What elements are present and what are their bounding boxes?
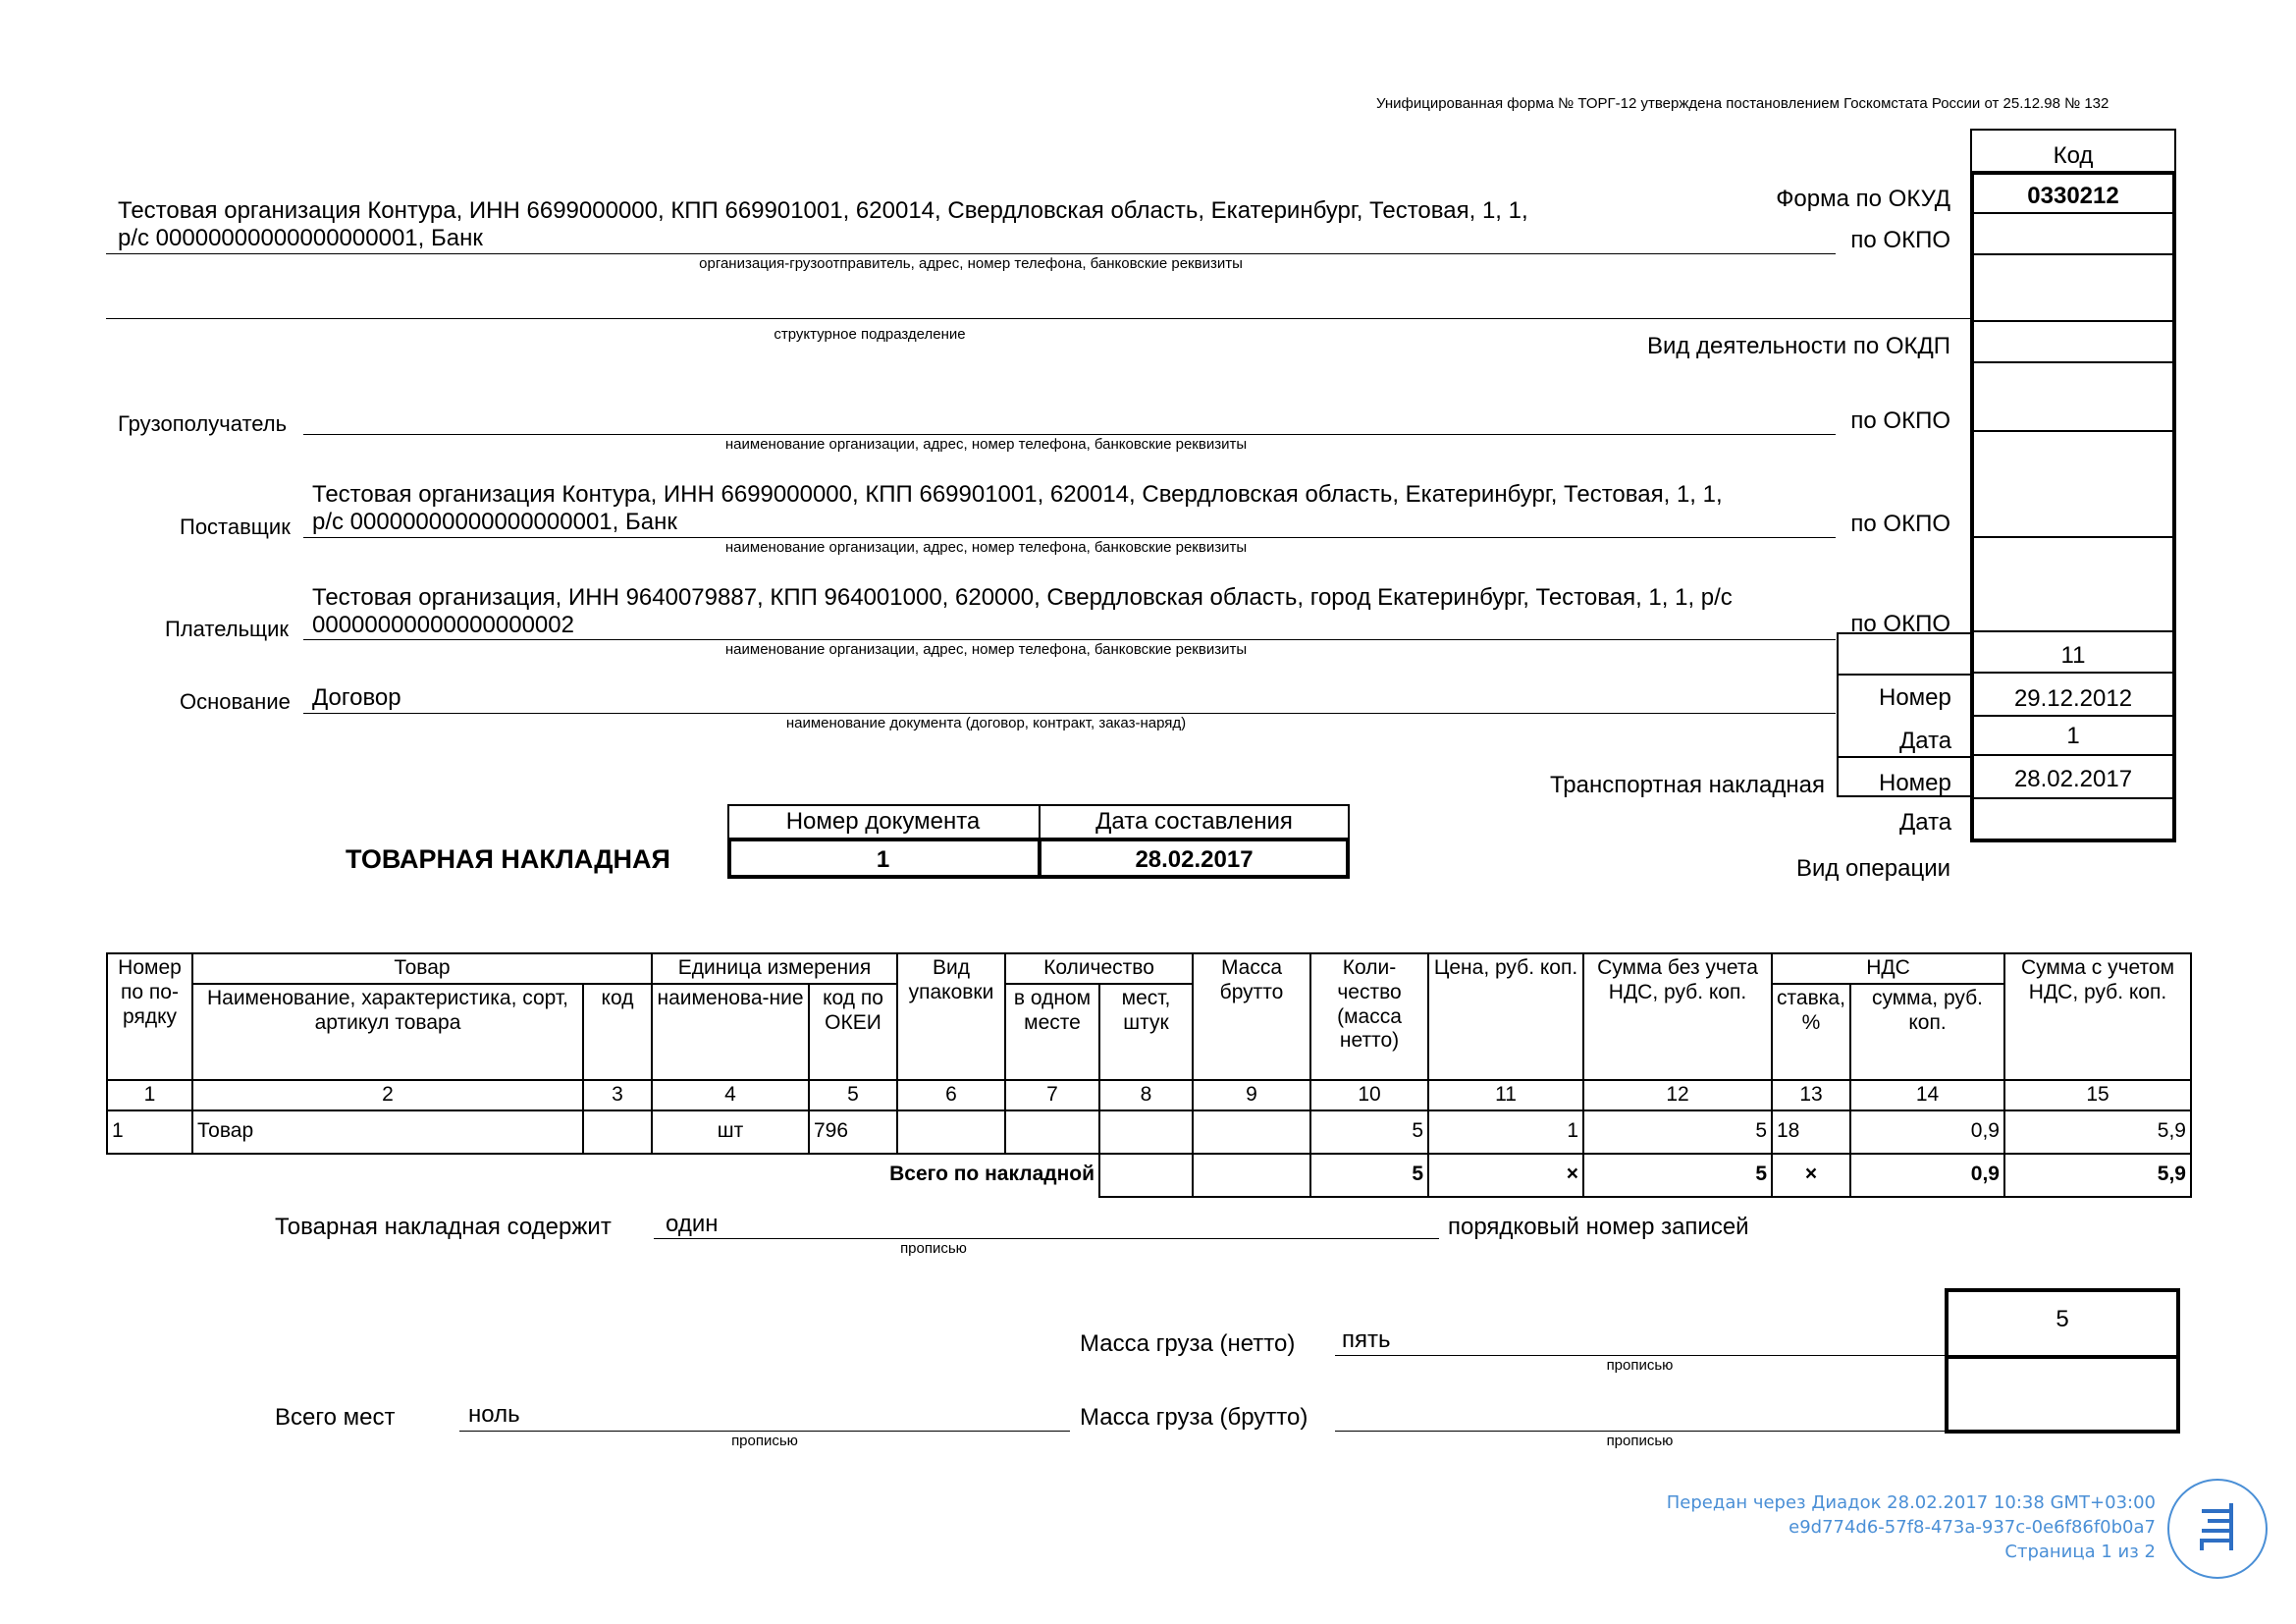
okpo-shipper-code	[1970, 214, 2176, 255]
total-vat-rate: ×	[1772, 1154, 1850, 1197]
col-number: 5	[809, 1080, 897, 1110]
row-goods-name: Товар	[192, 1110, 583, 1154]
okpo-consignee-code	[1970, 363, 2176, 432]
net-mass-caption: прописью	[1606, 1357, 1674, 1374]
code-head-cell	[1970, 129, 2176, 171]
col-number: 9	[1193, 1080, 1310, 1110]
row-price: 1	[1428, 1110, 1583, 1154]
col-number: 1	[107, 1080, 192, 1110]
supplier-line1: Тестовая организация Контура, ИНН 6699000000, КПП 669901001, 620014, Свердловская область, Екатеринбург, Тестовая, 1, 1,	[312, 481, 1723, 508]
division-code	[1970, 255, 2176, 322]
okpo-payer-code	[1970, 538, 2176, 632]
payer-line1: Тестовая организация, ИНН 9640079887, КПП 964001000, 620000, Свердловская область, город Екатеринбург, Тестовая, 1, 1, р/с	[312, 584, 1733, 611]
stamp-line3: Страница 1 из 2	[2004, 1542, 2156, 1563]
th-number: Номер по по-рядку	[107, 953, 192, 1080]
okud-label: Форма по ОКУД	[1776, 186, 1950, 212]
row-vat-rate: 18	[1772, 1110, 1850, 1154]
okud-code: 0330212	[1970, 171, 2176, 214]
total-gross	[1193, 1154, 1310, 1197]
col-number: 2	[192, 1080, 583, 1110]
doc-number-head: Номер документа	[785, 808, 981, 835]
operation-code	[1970, 799, 2176, 842]
th-goods-name: Наименование, характеристика, сорт, артикул товара	[192, 984, 583, 1080]
row-pack	[897, 1110, 1005, 1154]
row-sum-vat: 5,9	[2004, 1110, 2191, 1154]
col-number: 12	[1583, 1080, 1772, 1110]
th-unit-okei: код по ОКЕИ	[809, 984, 897, 1080]
supplier-label: Поставщик	[180, 514, 291, 539]
doc-title: ТОВАРНАЯ НАКЛАДНАЯ	[346, 844, 670, 874]
places-label: Всего мест	[275, 1404, 396, 1431]
doc-date: 28.02.2017	[1135, 846, 1254, 873]
net-mass-label: Масса груза (нетто)	[1080, 1330, 1296, 1357]
th-vat: НДС	[1772, 953, 2004, 984]
net-mass-box-value: 5	[2056, 1306, 2069, 1332]
th-pack: Вид упаковки	[897, 953, 1005, 1080]
contains-caption: прописью	[900, 1240, 967, 1257]
basis-label: Основание	[180, 689, 291, 714]
table-row	[107, 1110, 2191, 1154]
net-mass-value: пять	[1342, 1326, 1391, 1353]
row-goods-code	[583, 1110, 652, 1154]
th-qty-one: в одном месте	[1005, 984, 1099, 1080]
basis-date-code: 29.12.2012	[1970, 674, 2176, 717]
stamp-line1: Передан через Диадок 28.02.2017 10:38 GMT+03:00	[1666, 1492, 2156, 1513]
row-okei: 796	[809, 1110, 897, 1154]
basis-value: Договор	[312, 684, 401, 711]
total-row	[107, 1154, 2191, 1197]
col-number: 3	[583, 1080, 652, 1110]
th-vat-rate: ставка, %	[1772, 984, 1850, 1080]
th-net: Коли-чество (масса нетто)	[1310, 953, 1428, 1080]
th-unit-name: наименова-ние	[652, 984, 809, 1080]
row-unit: шт	[652, 1110, 809, 1154]
col-number: 8	[1099, 1080, 1193, 1110]
col-number: 15	[2004, 1080, 2191, 1110]
payer-line2: 00000000000000000002	[312, 612, 574, 638]
total-vat-sum: 0,9	[1850, 1154, 2004, 1197]
form-header-note: Унифицированная форма № ТОРГ-12 утверждена постановлением Госкомстата России от 25.12.98 № 132	[1376, 95, 2109, 112]
total-sum-vat: 5,9	[2004, 1154, 2191, 1197]
code-head-label: Код	[2053, 142, 2094, 169]
th-unit: Единица измерения	[652, 953, 897, 984]
th-sum-vat: Сумма с учетом НДС, руб. коп.	[2004, 953, 2191, 1080]
row-sum-novat: 5	[1583, 1110, 1772, 1154]
total-net: 5	[1310, 1154, 1428, 1197]
row-gross	[1193, 1110, 1310, 1154]
total-label: Всего по накладной	[889, 1162, 1095, 1185]
basis-date-label: Дата	[1899, 728, 1952, 754]
okpo-shipper-label: по ОКПО	[1850, 227, 1950, 253]
okpo-supplier-code	[1970, 432, 2176, 538]
contains-label: Товарная накладная содержит	[275, 1214, 612, 1240]
contains-suffix: порядковый номер записей	[1448, 1214, 1749, 1240]
col-number: 6	[897, 1080, 1005, 1110]
transport-number-label: Номер	[1879, 770, 1951, 796]
doc-date-head: Дата составления	[1095, 808, 1293, 835]
basis-number-label: Номер	[1879, 684, 1951, 711]
row-qty-one	[1005, 1110, 1099, 1154]
okdp-code	[1970, 322, 2176, 363]
shipper-line1: Тестовая организация Контура, ИНН 6699000000, КПП 669901001, 620014, Свердловская область, Екатеринбург, Тестовая, 1, 1,	[118, 197, 1528, 224]
shipper-line2: р/с 00000000000000000001, Банк	[118, 225, 483, 251]
th-qty-places: мест, штук	[1099, 984, 1193, 1080]
okdp-label: Вид деятельности по ОКДП	[1646, 333, 1950, 359]
gross-mass-label: Масса груза (брутто)	[1080, 1404, 1308, 1431]
okpo-supplier-label: по ОКПО	[1850, 511, 1950, 537]
total-places	[1099, 1154, 1193, 1197]
division-caption: структурное подразделение	[774, 326, 966, 343]
diadoc-logo-icon	[2166, 1478, 2269, 1580]
row-vat-sum: 0,9	[1850, 1110, 2004, 1154]
th-vat-sum: сумма, руб. коп.	[1850, 984, 2004, 1080]
col-number: 13	[1772, 1080, 1850, 1110]
okpo-consignee-label: по ОКПО	[1850, 407, 1950, 434]
consignee-caption: наименование организации, адрес, номер телефона, банковские реквизиты	[724, 436, 1248, 453]
col-number: 10	[1310, 1080, 1428, 1110]
transport-label: Транспортная накладная	[1549, 772, 1825, 798]
basis-caption: наименование документа (договор, контракт, заказ-наряд)	[785, 715, 1187, 731]
code-column	[1970, 171, 2176, 921]
operation-label: Вид операции	[1795, 855, 1950, 882]
th-goods-code: код	[583, 984, 652, 1080]
th-sum-novat: Сумма без учета НДС, руб. коп.	[1583, 953, 1772, 1080]
col-number: 14	[1850, 1080, 2004, 1110]
places-value: ноль	[468, 1401, 520, 1428]
col-number: 4	[652, 1080, 809, 1110]
row-qty-places	[1099, 1110, 1193, 1154]
payer-label: Плательщик	[165, 617, 290, 641]
supplier-line2: р/с 00000000000000000001, Банк	[312, 509, 677, 535]
th-gross: Масса брутто	[1193, 953, 1310, 1080]
total-price: ×	[1428, 1154, 1583, 1197]
basis-number-code: 11	[1970, 632, 2176, 674]
row-net: 5	[1310, 1110, 1428, 1154]
th-price: Цена, руб. коп.	[1428, 953, 1583, 1080]
total-sum-novat: 5	[1583, 1154, 1772, 1197]
consignee-label: Грузополучатель	[118, 411, 288, 436]
th-qty: Количество	[1005, 953, 1193, 984]
supplier-caption: наименование организации, адрес, номер телефона, банковские реквизиты	[724, 539, 1248, 556]
shipper-caption: организация-грузоотправитель, адрес, номер телефона, банковские реквизиты	[699, 255, 1243, 272]
stamp-line2: e9d774d6-57f8-473a-937c-0e6f86f0b0a7	[1789, 1517, 2156, 1539]
transport-date-code: 28.02.2017	[1970, 756, 2176, 799]
doc-number: 1	[876, 846, 890, 873]
transport-date-label: Дата	[1899, 809, 1952, 836]
col-number: 11	[1428, 1080, 1583, 1110]
places-caption: прописью	[731, 1433, 798, 1449]
okpo-payer-label: по ОКПО	[1850, 611, 1950, 637]
row-number: 1	[107, 1110, 192, 1154]
goods-table	[106, 952, 2192, 1198]
diadoc-stamp	[1667, 1490, 2156, 1565]
th-goods: Товар	[192, 953, 652, 984]
gross-mass-caption: прописью	[1606, 1433, 1674, 1449]
transport-number-code: 1	[1970, 717, 2176, 756]
payer-caption: наименование организации, адрес, номер телефона, банковские реквизиты	[724, 641, 1248, 658]
col-number: 7	[1005, 1080, 1099, 1110]
contains-value: один	[666, 1211, 719, 1237]
